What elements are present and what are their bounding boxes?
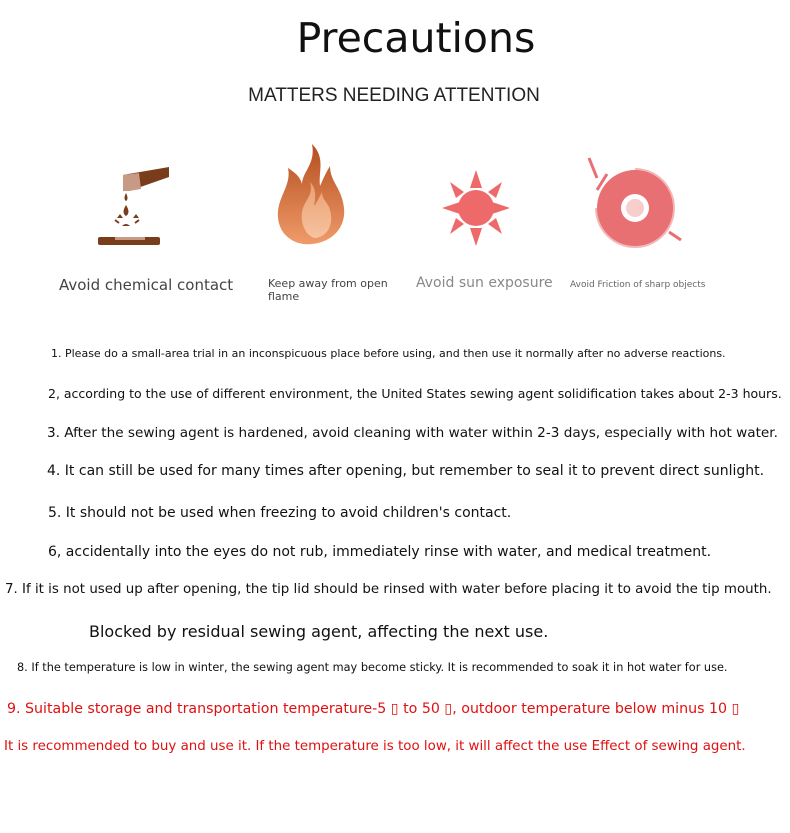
flame-icon xyxy=(272,142,350,248)
caption-sun: Avoid sun exposure xyxy=(416,275,553,291)
note-9: 9. Suitable storage and transportation temperature-5 ▯ to 50 ▯, outdoor temperature below minus 10 ▯ xyxy=(7,701,740,717)
note-2: 2, according to the use of different environment, the United States sewing agent solidification takes about 2-3 hours. xyxy=(48,386,782,401)
note-3: 3. After the sewing agent is hardened, avoid cleaning with water within 2-3 days, especially with hot water. xyxy=(47,425,778,441)
note-7: 7. If it is not used up after opening, the tip lid should be rinsed with water before placing it to avoid the tip mouth. xyxy=(5,582,772,597)
caption-flame: Keep away from open flame xyxy=(268,277,388,303)
caption-chemical: Avoid chemical contact xyxy=(59,276,234,294)
page-title: Precautions xyxy=(296,14,536,62)
note-4: 4. It can still be used for many times after opening, but remember to seal it to prevent direct sunlight. xyxy=(47,463,765,479)
note-6: 6, accidentally into the eyes do not rub, immediately rinse with water, and medical treatment. xyxy=(48,544,712,560)
page-subtitle: MATTERS NEEDING ATTENTION xyxy=(248,85,540,106)
note-7-continued: Blocked by residual sewing agent, affecting the next use. xyxy=(89,622,549,641)
note-5: 5. It should not be used when freezing to avoid children's contact. xyxy=(48,505,512,521)
note-9-continued: It is recommended to buy and use it. If the temperature is too low, it will affect the use Effect of sewing agent. xyxy=(4,739,746,754)
tape-roll-icon xyxy=(585,154,685,254)
chemical-drip-icon xyxy=(95,163,175,253)
sun-icon xyxy=(440,168,512,248)
caption-sharp-objects: Avoid Friction of sharp objects xyxy=(570,280,706,290)
note-1: 1. Please do a small-area trial in an inconspicuous place before using, and then use it normally after no adverse reactions. xyxy=(51,347,726,360)
note-8: 8. If the temperature is low in winter, the sewing agent may become sticky. It is recommended to soak it in hot water for use. xyxy=(17,661,728,674)
